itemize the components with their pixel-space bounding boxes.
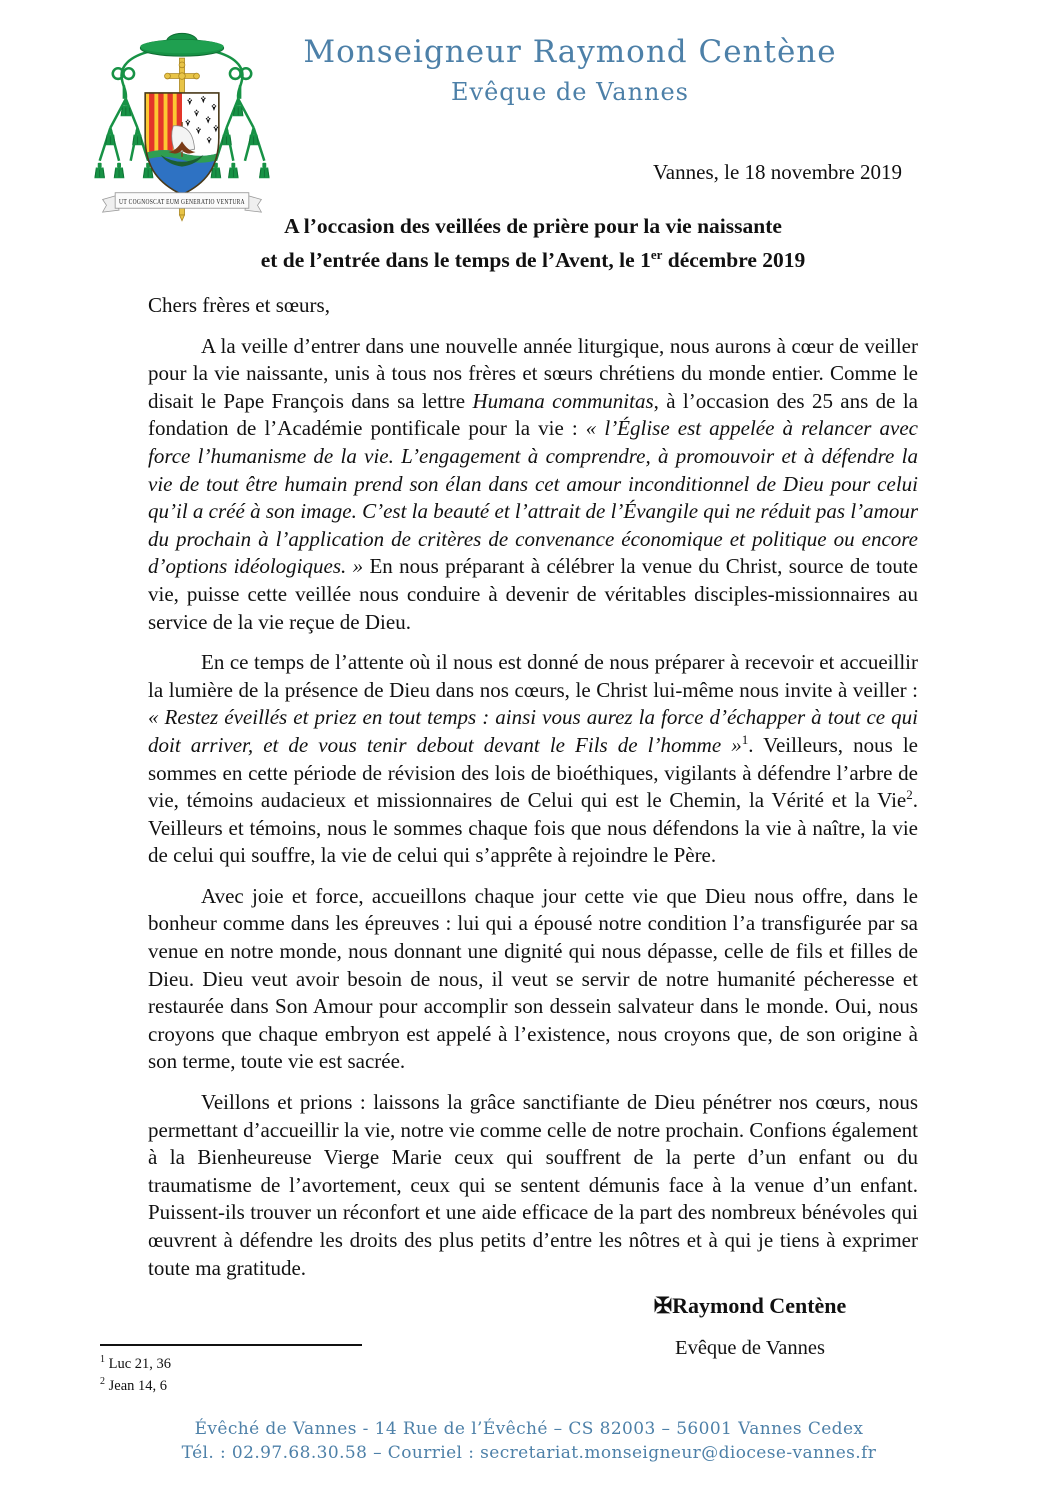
footnote-2: $^2$ Jean 14, 6 — [100, 1375, 168, 1394]
body-paragraph: A la veille d’entrer dans une nouvelle année liturgique, nous aurons à cœur de veiller pour la vie naissante, unis à tous nos frères et sœurs chrétiens du monde entier. Comme le disait le Pape François dans sa lettre Humana communitas, à l’occasion des 25 ans de la fondation de l’Académie pontificale pour la vie : « l’Église est appelée à relancer avec force l’humanisme de la vie. L’engagement à comprendre, à promouvoir et à défendre la vie de tout être humain prend son élan dans cet amour inconditionnel de Dieu pour celui qu’il a créé à son image. C’est la beauté et l’attrait de l’Évangile qui ne réduit pas l’amour du prochain à l’application de critères de convenance économique et politique ou encore d’options idéologiques. » En nous préparant à célébrer la venue du Christ, source de toute vie, puisse cette veillée nous conduire à devenir de véritables disciples-missionnaires au service de la vie reçue de Dieu. — [148, 333, 919, 634]
letter-footer — [0, 1417, 1058, 1465]
signature-role: Evêque de Vannes — [675, 1336, 825, 1359]
footer-address: Évêché de Vannes - 14 Rue de l’Évêché – CS 82003 – 56001 Vannes Cedex — [194, 1419, 864, 1439]
footnotes — [100, 1344, 362, 1395]
letterhead-name: Monseigneur Raymond Centène — [303, 34, 837, 70]
body-paragraph: Avec joie et force, accueillons chaque jour cette vie que Dieu nous offre, dans le bonheur comme dans les épreuves : lui qui a épousé notre condition l’a transfigurée par sa venue en notre monde, nous donnant une dignité qui nous dépasse, celle de fils et filles de Dieu. Dieu veut avoir besoin de nous, il veut se servir de notre humanité pécheresse et restaurée dans Son Amour pour accomplir son dessein salvateur dans le monde. Oui, nous croyons que chaque embryon est appelé à l’existence, nous croyons que, de son origine à son terme, toute vie est sacrée. — [148, 883, 918, 1074]
footnote-1: $^1$ Luc 21, 36 — [100, 1354, 172, 1372]
letter-body — [148, 292, 918, 1362]
salutation: Chers frères et sœurs, — [148, 293, 330, 317]
letter-subject — [148, 213, 918, 274]
episcopal-cross-icon: ✠ — [653, 1293, 673, 1319]
body-paragraph: Veillons et prions : laissons la grâce sanctifiante de Dieu pénétrer nos cœurs, nous permettant d’accueillir la vie, notre vie comme celle de notre prochain. Confions également à la Bienheureuse Vierge Marie ceux qui souffrent de la perte d’un enfant ou du traumatisme de l’avortement, ceux qui se sentent démunis face à la venue d’un enfant. Puissent-ils trouver un réconfort et une aide efficace de la part des nombreux bénévoles qui œuvrent à défendre les droits des plus petits d’entre les nôtres et à qui je tiens à exprimer toute ma gratitude. — [148, 1090, 918, 1280]
footnote-divider — [100, 1344, 362, 1346]
coat-of-arms — [90, 24, 274, 222]
body-paragraph: En ce temps de l’attente où il nous est donné de nous préparer à recevoir et accueillir la lumière de la présence de Dieu dans nos cœurs, le Christ lui-même nous invite à veiller : « Restez éveillés et priez en tout temps : ainsi vous aurez la force d’échapper à tout ce qui doit arriver, et de vous tenir debout devant le Fils de l’homme »$^1$. Veilleurs, nous le sommes en cette période de révision des lois de bioéthiques, vigilants à défendre l’arbre de vie, témoins audacieux et missionnaires de Celui qui est le Chemin, la Vérité et la Vie$^2$. Veilleurs et témoins, nous le sommes chaque fois que nous défendons la vie à naître, la vie de celui qui souffre, la vie de celui qui s’apprête à rejoindre le Père. — [148, 650, 918, 868]
subject-line-2: et de l’entrée dans le temps de l’Avent, le 1er décembre 2019 — [260, 246, 806, 272]
letterhead — [300, 34, 840, 106]
crest-motto: UT COGNOSCAT EUM GENERATIO VENTURA — [119, 198, 245, 206]
galero-hat-icon — [140, 33, 223, 56]
footer-contact: Tél. : 02.97.68.30.58 – Courriel : secretariat.monseigneur@diocese-vannes.fr — [181, 1443, 877, 1463]
signature-block — [620, 1292, 880, 1362]
date-line: Vannes, le 18 novembre 2019 — [652, 160, 902, 184]
subject-line-1: A l’occasion des veillées de prière pour la vie naissante — [284, 214, 782, 238]
signature-name: ✠Raymond Centène — [653, 1293, 847, 1319]
paragraphs-container — [148, 333, 918, 1283]
letterhead-role: Evêque de Vannes — [451, 78, 689, 106]
